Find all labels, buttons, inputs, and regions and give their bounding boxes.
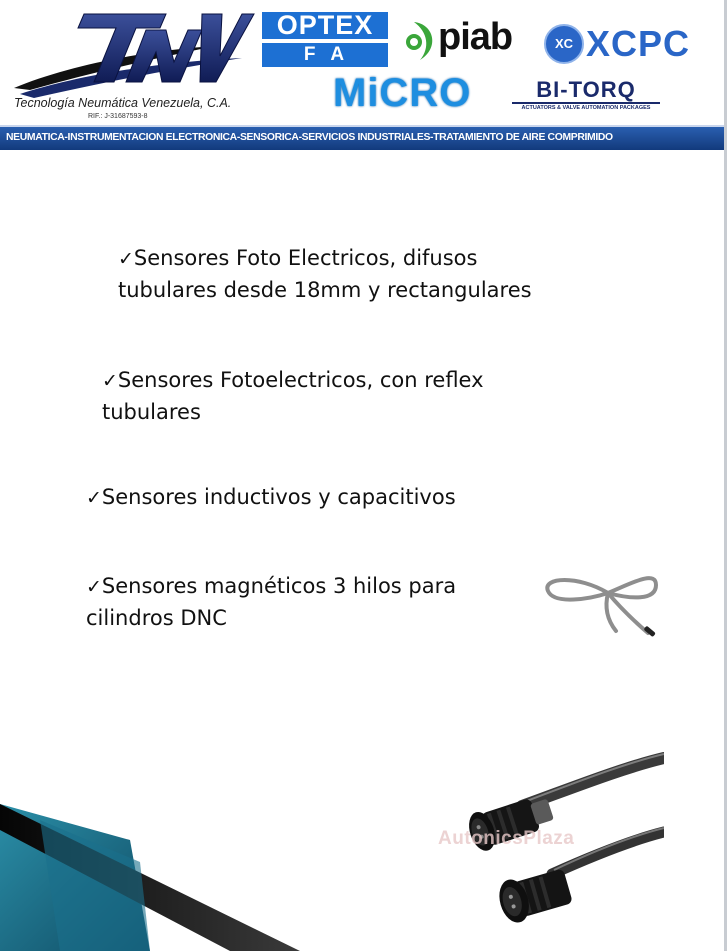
xcpc-wordmark: XCPC (586, 23, 691, 64)
bullet-line: Sensores inductivos y capacitivos (101, 485, 456, 509)
optex-logo-bottom: FA (262, 43, 388, 67)
bullet-photoelectric-reflex (102, 365, 484, 428)
bullet-line: tubulares desde 18mm y rectangulares (118, 278, 532, 302)
bitorq-tagline: ACTUATORS & VALVE AUTOMATION PACKAGES (521, 105, 651, 111)
optex-logo-top: OPTEX (262, 12, 388, 39)
check-icon: ✓ (86, 576, 102, 598)
header (0, 0, 727, 150)
check-icon: ✓ (102, 370, 118, 392)
magnetic-sensor-cable-image (538, 555, 662, 639)
bitorq-divider (512, 102, 660, 104)
company-rif: RIF.: J-31687593-8 (88, 113, 148, 120)
watermark-text: AutonicsPlaza (438, 828, 575, 849)
bullet-line: tubulares (102, 400, 201, 424)
bitorq-wordmark: BI-TORQ (536, 77, 636, 102)
micro-logo: MiCRO (333, 71, 472, 115)
bitorq-logo (506, 78, 666, 118)
optex-fa-logo (262, 12, 388, 68)
bullet-line: Sensores Fotoelectricos, con reflex (117, 368, 484, 392)
bullet-inductive-capacitive (86, 482, 456, 514)
check-icon: ✓ (118, 248, 134, 270)
bullet-photoelectric-diffuse (118, 243, 532, 306)
piab-mark-icon (400, 18, 440, 64)
services-banner (0, 125, 724, 150)
company-name: Tecnología Neumática Venezuela, C.A. (14, 96, 232, 110)
bullet-magnetic-sensors (86, 571, 456, 634)
services-banner-text: NEUMATICA-INSTRUMENTACION ELECTRONICA-SENSORICA-SERVICIOS INDUSTRIALES-TRATAMIENTO DE AIRE COMPRIMIDO (6, 132, 613, 143)
piab-wordmark: piab (438, 16, 513, 58)
bullet-line: Sensores Foto Electricos, difusos (133, 246, 478, 270)
bullet-line: Sensores magnéticos 3 hilos para (101, 574, 457, 598)
corner-decoration (0, 800, 300, 951)
xcpc-badge: XC (544, 24, 584, 64)
check-icon: ✓ (86, 487, 102, 509)
bullet-line: cilindros DNC (86, 606, 227, 630)
